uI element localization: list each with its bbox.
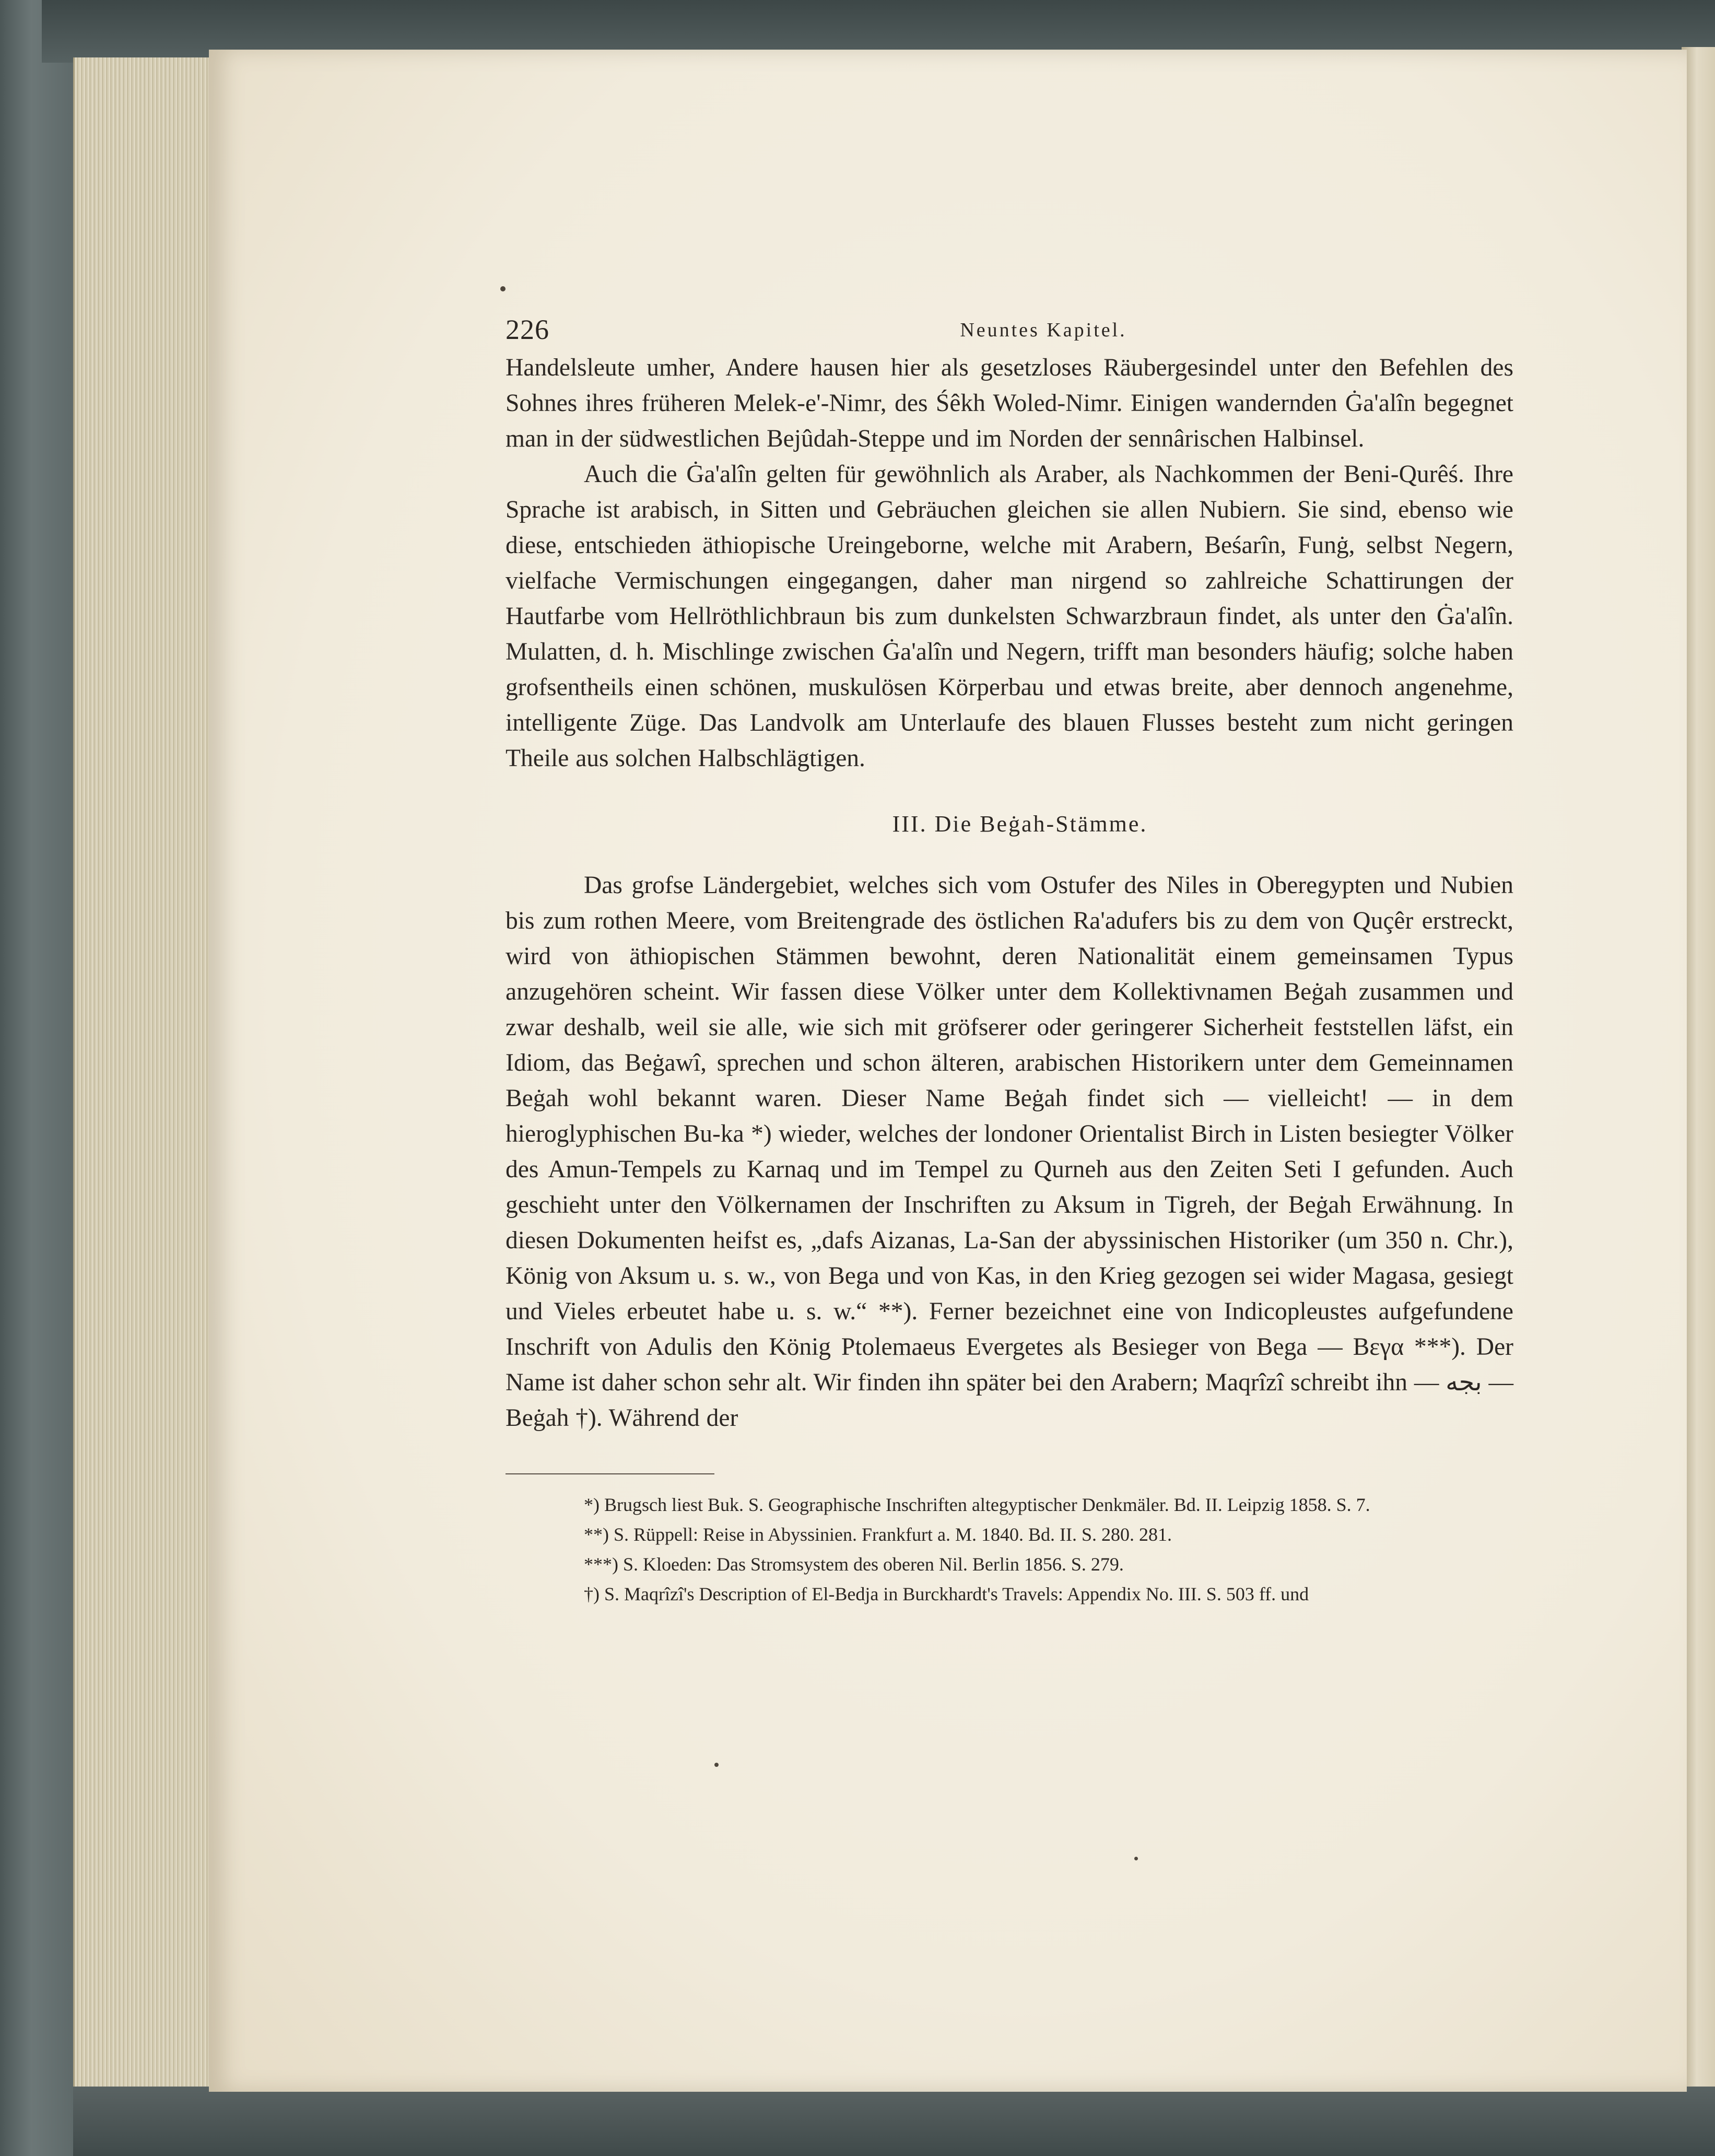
page-number: 226	[506, 314, 549, 345]
book-cover-bottom	[73, 2087, 1715, 2156]
paragraph: Handelsleute umher, Andere hausen hier als gesetzloses Räubergesindel unter den Befehlen des Sohnes ihres früheren Melek-e'-Nimr, des Śêkh Woled-Nimr. Einigen wandernden Ġa'alîn begegnet man in der südwestlichen Bejûdah-Steppe und im Norden der sennârischen Halbinsel.	[506, 354, 1513, 452]
ink-speck	[500, 286, 506, 291]
page-content	[506, 308, 1513, 1609]
body-text	[506, 350, 1513, 1436]
page-edges	[73, 57, 216, 2089]
paragraph: Auch die Ġa'alîn gelten für gewöhnlich als Araber, als Nachkommen der Beni-Qurêś. Ihre Sprache ist arabisch, in Sitten und Gebräuchen gleichen sie allen Nubiern. Sie sind, ebenso wie diese, entschieden äthiopische Ureingeborne, welche mit Arabern, Beśarîn, Funġ, selbst Negern, vielfache Vermischungen eingegangen, daher man nirgend so zahlreiche Schattirungen der Hautfarbe vom Hellröthlichbraun bis zum dunkelsten Schwarzbraun findet, als unter den Ġa'alîn. Mulatten, d. h. Mischlinge zwischen Ġa'alîn und Negern, trifft man besonders häufig; solche haben grofsentheils einen schönen, muskulösen Körperbau und etwas breite, aber dennoch angenehme, intelligente Züge. Das Landvolk am Unterlaufe des blauen Flusses besteht zum nicht geringen Theile aus solchen Halbschlägtigen.	[506, 461, 1513, 772]
footnotes	[506, 1490, 1513, 1609]
footnote: ***) S. Kloeden: Das Stromsystem des oberen Nil. Berlin 1856. S. 279.	[584, 1554, 1124, 1575]
page-header	[506, 308, 1513, 350]
footnote-rule	[506, 1473, 714, 1474]
footnote: **) S. Rüppell: Reise in Abyssinien. Frankfurt a. M. 1840. Bd. II. S. 280. 281.	[584, 1524, 1172, 1545]
ink-speck	[714, 1763, 719, 1767]
paragraph: Das grofse Ländergebiet, welches sich vom Ostufer des Niles in Oberegypten und Nubien bis zum rothen Meere, vom Breitengrade des östlichen Ra'adufers bis zu dem von Quçêr erstreckt, wird von äthiopischen Stämmen bewohnt, deren Nationalität einem gemeinsamen Typus anzugehören scheint. Wir fassen diese Völker unter dem Kollektivnamen Beġah zusammen und zwar deshalb, weil sie alle, wie sich mit gröfserer oder geringerer Sicherheit feststellen läfst, ein Idiom, das Beġawî, sprechen und schon älteren, arabischen Historikern unter dem Gemeinnamen Beġah wohl bekannt waren. Dieser Name Beġah findet sich — vielleicht! — in dem hieroglyphischen Bu-ka *) wieder, welches der londoner Orientalist Birch in Listen besiegter Völker des Amun-Tempels zu Karnaq und im Tempel zu Qurneh aus den Zeiten Seti I gefunden. Auch geschieht unter den Völkernamen der Inschriften zu Aksum in Tigreh, der Beġah Erwähnung. In diesen Dokumenten heifst es, „dafs Aizanas, La-San der abyssinischen Historiker (um 350 n. Chr.), König von Aksum u. s. w., von Bega und von Kas, in den Krieg gezogen sei wider Magasa, gesiegt und Vieles erbeutet habe u. s. w.“ **). Ferner bezeichnet eine von Indicopleustes aufgefundene Inschrift von Adulis den König Ptolemaeus Evergetes als Besieger von Bega — Βεγα ***). Der Name ist daher schon sehr alt. Wir finden ihn später bei den Arabern; Maqrîzî schreibt ihn — بجه — Beġah †). Während der	[506, 872, 1514, 1432]
ink-speck	[1134, 1857, 1138, 1860]
running-title: Neuntes Kapitel.	[960, 319, 1127, 341]
footnote: †) S. Maqrîzî's Description of El-Bedja in Burckhardt's Travels: Appendix No. III. S. 503 ff. und	[584, 1584, 1309, 1604]
book-cover-left	[0, 0, 78, 2156]
footnote: *) Brugsch liest Buk. S. Geographische Inschriften altegyptischer Denkmäler. Bd. II. Leipzig 1858. S. 7.	[584, 1494, 1370, 1515]
section-heading: III. Die Beġah-Stämme.	[892, 811, 1148, 837]
